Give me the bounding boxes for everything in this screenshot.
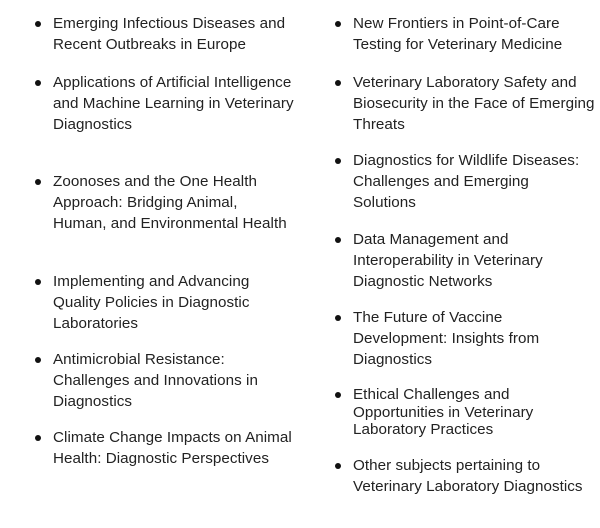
topic-text: Emerging Infectious Diseases and Recent Outbreaks in Europe <box>53 15 286 53</box>
topic-item <box>333 14 595 56</box>
topic-item <box>333 386 595 439</box>
topic-text: Applications of Artificial Intelligence and Machine Learning in Veterinary Diagnostics <box>53 74 294 133</box>
topic-text: Climate Change Impacts on Animal Health: Diagnostic Perspectives <box>53 429 292 467</box>
topic-item <box>333 230 595 292</box>
bullet-icon <box>35 279 41 285</box>
topic-item <box>33 73 295 135</box>
bullet-icon <box>335 237 341 243</box>
topic-text: The Future of Vaccine Development: Insights from Diagnostics <box>353 309 540 368</box>
topic-item <box>333 151 595 213</box>
bullet-icon <box>335 80 341 86</box>
bullet-icon <box>35 435 41 441</box>
topic-text: Antimicrobial Resistance: Challenges and Innovations in Diagnostics <box>53 351 258 410</box>
topic-text: New Frontiers in Point-of-Care Testing for Veterinary Medicine <box>353 15 563 53</box>
topic-text: Ethical Challenges and Opportunities in Veterinary Laboratory Practices <box>353 386 534 439</box>
topic-text: Other subjects pertaining to Veterinary Laboratory Diagnostics <box>353 457 583 495</box>
topic-text: Data Management and Interoperability in Veterinary Diagnostic Networks <box>353 231 543 290</box>
bullet-icon <box>335 315 341 321</box>
bullet-icon <box>335 463 341 469</box>
topic-item <box>33 272 295 334</box>
topic-text: Veterinary Laboratory Safety and Biosecurity in the Face of Emerging Threats <box>353 74 595 133</box>
topic-item <box>333 73 595 135</box>
topic-item <box>333 456 595 498</box>
bullet-icon <box>35 80 41 86</box>
topic-text: Zoonoses and the One Health Approach: Bridging Animal, Human, and Environmental Health <box>53 173 287 232</box>
topic-item <box>33 428 295 470</box>
topic-item <box>333 308 595 370</box>
topic-item <box>33 350 295 412</box>
bullet-icon <box>335 158 341 164</box>
topic-text: Diagnostics for Wildlife Diseases: Challenges and Emerging Solutions <box>353 152 580 211</box>
bullet-icon <box>35 21 41 27</box>
topic-item <box>33 14 295 56</box>
bullet-icon <box>35 179 41 185</box>
bullet-icon <box>35 357 41 363</box>
bullet-icon <box>335 21 341 27</box>
topic-item <box>33 172 295 234</box>
topic-text: Implementing and Advancing Quality Policies in Diagnostic Laboratories <box>53 273 250 332</box>
bullet-icon <box>335 392 341 398</box>
